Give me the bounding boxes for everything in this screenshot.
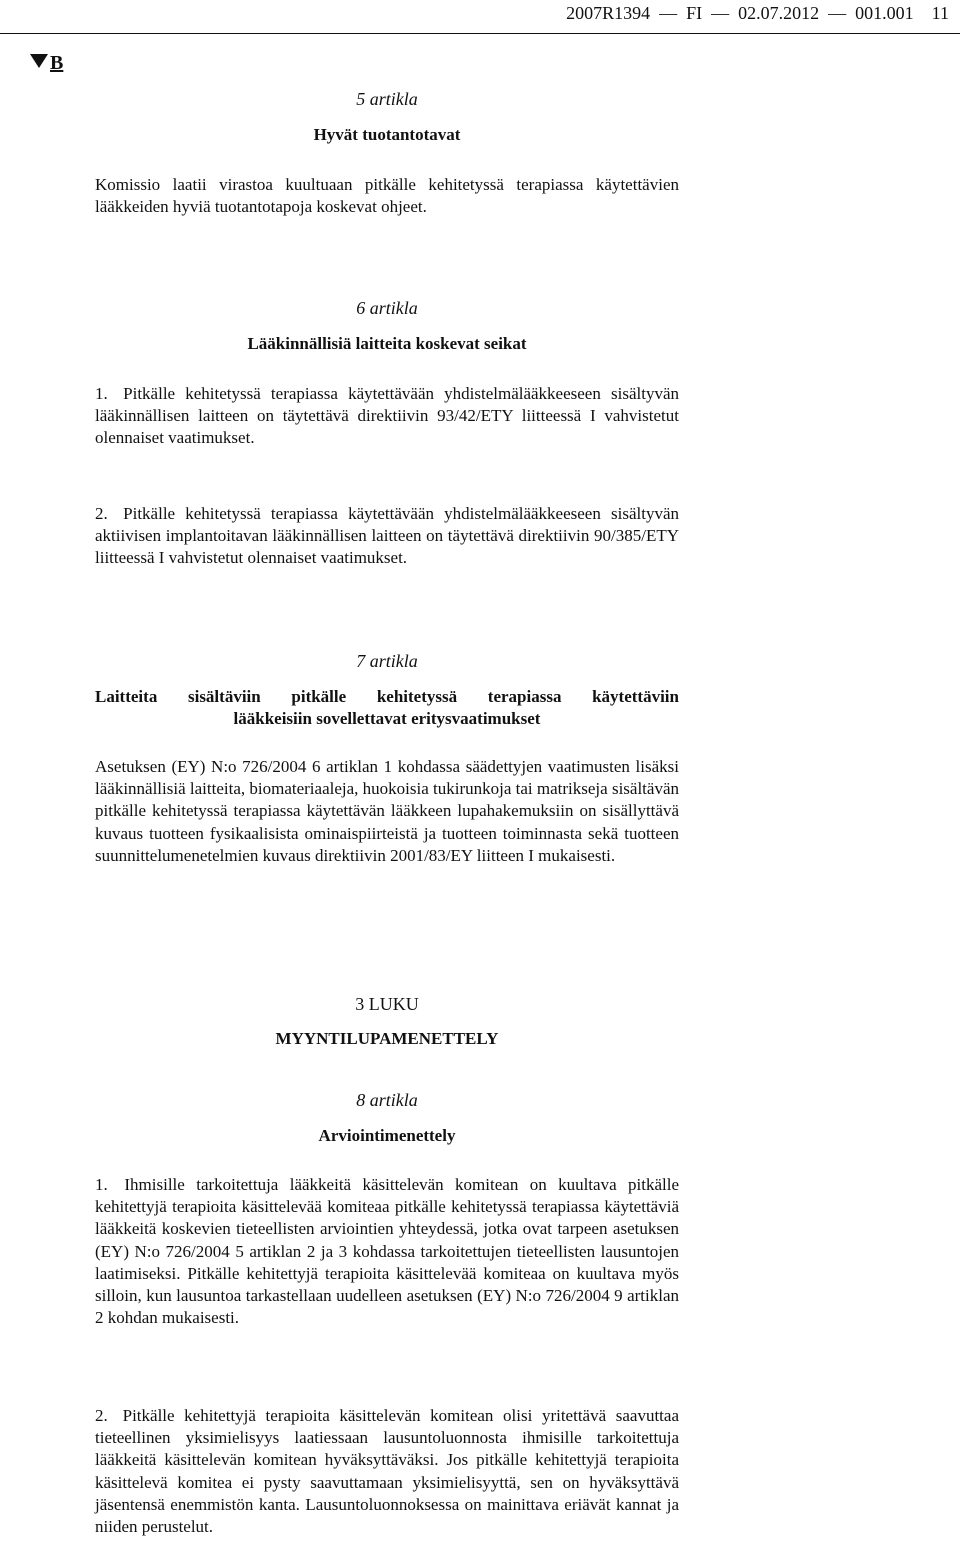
page-number: 11	[931, 3, 949, 23]
paragraph-number: 1.	[95, 1175, 108, 1194]
amendment-code[interactable]: B	[50, 52, 64, 74]
paragraph-text: Pitkälle kehitettyjä terapioita käsittelevän komitean olisi yritettävä saavuttaa tieteellinen yksimielisyys laatiessaan lausuntoluonnosta ihmisille tarkoitettuja lääkkeitä käsittelevän komitean hyväksyttäväksi. Jos pitkälle kehitettyjä terapioita käsittelevä komitea ei pysty saavuttamaan yksimielisyyttä, sen on hyväksyttävä jäsentensä enemmistön kanta. Lausuntoluonnoksessa on mainittava eriävät kannat ja niiden perustelut.	[95, 1406, 679, 1537]
article-7-title-line-1: Laitteita sisältäviin pitkälle kehitetyssä terapiassa käytettäviin	[95, 687, 679, 706]
language-code: FI	[686, 3, 703, 23]
article-8-title: Arviointimenettely	[318, 1126, 456, 1145]
chapter-number: 3 LUKU	[355, 994, 419, 1014]
page-header	[566, 1, 949, 25]
header-separator: —	[659, 3, 678, 23]
header-separator: —	[711, 3, 730, 23]
article-7-number: 7 artikla	[356, 651, 418, 671]
article-6-paragraph-1	[95, 383, 679, 450]
paragraph-text: Pitkälle kehitetyssä terapiassa käytettävään yhdistelmälääkkeeseen sisältyvän aktiivisen implantoitavan lääkinnällisen laitteen on täytettävä direktiivin 90/385/ETY liitteessä I vahvistetut olennaiset vaatimukset.	[95, 504, 679, 568]
document-reference: 2007R1394	[566, 3, 651, 23]
triangle-down-icon	[30, 54, 48, 68]
consolidation-date: 02.07.2012	[738, 3, 820, 23]
paragraph-number: 1.	[95, 384, 108, 403]
version-number: 001.001	[855, 3, 914, 23]
article-8-paragraph-2	[95, 1405, 679, 1538]
header-separator: —	[828, 3, 847, 23]
header-rule	[0, 33, 960, 34]
article-5-title: Hyvät tuotantotavat	[313, 125, 461, 144]
article-5-paragraph: Komissio laatii virastoa kuultuaan pitkälle kehitetyssä terapiassa käytettävien lääkkeiden hyviä tuotantotapoja koskevat ohjeet.	[95, 175, 679, 217]
paragraph-text: Ihmisille tarkoitettuja lääkkeitä käsittelevän komitean on kuultava pitkälle kehitettyjä terapioita käsittelevää komiteaa pitkälle kehitetyssä terapiassa käytettäviä lääkkeitä koskevien tieteellisten arviointien yhteydessä, jotka ovat tarpeen asetuksen (EY) N:o 726/2004 5 artiklan 2 ja 3 kohdassa tarkoitettujen tieteellisten lausuntojen laatimiseksi. Pitkälle kehitettyjä terapioita käsittelevää komiteaa on kuultava myös silloin, kun lausuntoa tarkastellaan uudelleen asetuksen (EY) N:o 726/2004 9 artiklan 2 kohdan mukaisesti.	[95, 1175, 679, 1328]
article-5-number: 5 artikla	[356, 89, 418, 109]
article-6-title: Lääkinnällisiä laitteita koskevat seikat	[247, 334, 527, 353]
chapter-title: MYYNTILUPAMENETTELY	[275, 1029, 499, 1048]
article-7-title-line-2: lääkkeisiin sovellettavat eritysvaatimukset	[233, 709, 541, 728]
article-8-number: 8 artikla	[356, 1090, 418, 1110]
article-7-paragraph: Asetuksen (EY) N:o 726/2004 6 artiklan 1 kohdassa säädettyjen vaatimusten lisäksi lääkinnällisiä laitteita, biomateriaaleja, huokoisia tukirunkoja tai matrikseja sisältävän pitkälle kehitetyssä terapiassa käytettävän lääkkeen lupahakemuksiin on sisällyttävä kuvaus tuotteen fysikaalisista ominaispiirteistä ja tuotteen toiminnasta sekä tuotteen suunnittelumenetelmien kuvaus direktiivin 2001/83/EY liitteen I mukaisesti.	[95, 757, 679, 865]
amendment-marker[interactable]	[30, 50, 63, 76]
paragraph-text: Pitkälle kehitetyssä terapiassa käytettävään yhdistelmälääkkeeseen sisältyvän lääkinnällisen laitteen on täytettävä direktiivin 93/42/ETY liitteessä I vahvistetut olennaiset vaatimukset.	[95, 384, 679, 448]
paragraph-number: 2.	[95, 1406, 108, 1425]
article-8-paragraph-1	[95, 1174, 679, 1329]
article-6-number: 6 artikla	[356, 298, 418, 318]
article-6-paragraph-2	[95, 503, 679, 570]
paragraph-number: 2.	[95, 504, 108, 523]
